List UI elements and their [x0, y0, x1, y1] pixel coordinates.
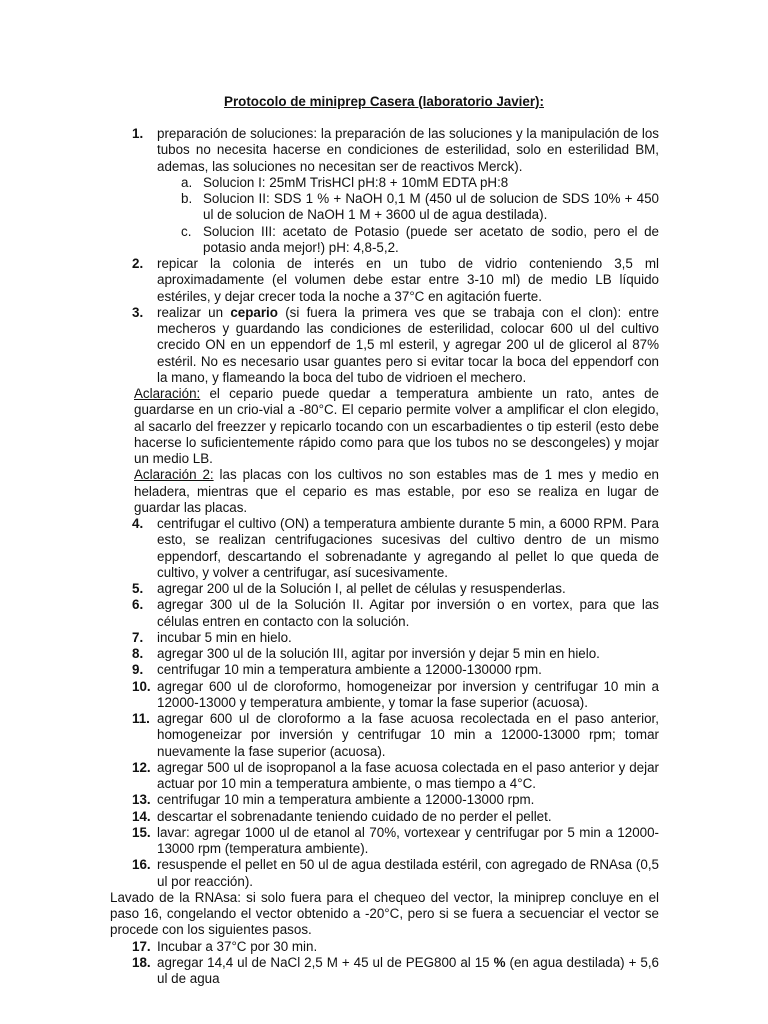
step-2	[132, 256, 659, 305]
step-text: lavar: agregar 1000 ul de etanol al 70%, vortexear y centrifugar por 5 min a 12000-13000 rpm (temperatura ambiente).	[157, 824, 659, 856]
step-number: 3.	[132, 304, 144, 320]
step-15	[132, 824, 659, 858]
step-text: (si fuera la primera ves que se trabaja con el clon): entre mecheros y guardando las condiciones de esterilidad, colocar 600 ul del cultivo crecido ON en un eppendorf de 1,5 ml esteril, y agregar 200 ul de glicerol al 87% estéril. No es necesario usar guantes pero si evitar tocar la boca del eppendorf con la mano, y flameando la boca del tubo de vidrioen el mechero.	[157, 304, 659, 385]
step-text: centrifugar 10 min a temperatura ambiente a 12000-130000 rpm.	[157, 662, 542, 678]
substep-letter: a.	[181, 174, 193, 190]
step-number: 12.	[132, 759, 151, 775]
step-5	[132, 581, 659, 597]
step-number: 4.	[132, 516, 144, 531]
step-text: agregar 500 ul de isopropanol a la fase acuosa colectada en el paso anterior y dejar actuar por 10 min a temperatura ambiente, o mas tiempo a 4°C.	[157, 759, 659, 791]
step-text: (en agua destilada) + 5,6 ul de agua	[157, 954, 659, 986]
step-number: 10.	[132, 678, 151, 694]
step-number: 1.	[132, 126, 144, 141]
step-1c	[181, 223, 659, 257]
step-number: 18.	[132, 954, 151, 970]
step-12	[132, 759, 659, 793]
step-16	[132, 857, 659, 890]
step-number: 17.	[132, 938, 151, 954]
step-text: agregar 14,4 ul de NaCl 2,5 M + 45 ul de PEG800 al 15	[157, 954, 494, 970]
step-text: centrifugar el cultivo (ON) a temperatura ambiente durante 5 min, a 6000 RPM. Para esto, se realizan centrifugaciones sucesivas del cultivo dentro de un mismo eppendorf, descartando el sobrenadante y agregando al pellet lo que queda de cultivo, y volver a centrifugar, así sucesivamente.	[157, 516, 659, 580]
step-text: realizar un	[157, 304, 231, 320]
step-text: Incubar a 37°C por 30 min.	[157, 938, 318, 954]
step-number: 16.	[132, 857, 151, 873]
rnasa-paragraph: Lavado de la RNAsa: si solo fuera para el chequeo del vector, la miniprep concluye en el paso 16, congelando el vector obtenido a -20°C, pero si se fuera a secuenciar el vector se procede con los siguientes pasos.	[110, 889, 659, 938]
step-17	[132, 938, 659, 955]
note-aclaracion	[134, 386, 659, 467]
step-text: agregar 300 ul de la solución III, agitar por inversión y dejar 5 min en hielo.	[157, 646, 600, 661]
substep-letter: c.	[181, 223, 192, 239]
step-number: 11.	[132, 711, 150, 726]
document-title: Protocolo de miniprep Casera (laboratorio Javier):	[224, 94, 544, 109]
step-1a	[181, 174, 659, 191]
step-1b	[181, 191, 659, 224]
note-text: las placas con los cultivos no son estables mas de 1 mes y medio en heladera, mientras que el cepario es mas estable, por eso se realiza en lugar de guardar las placas.	[134, 467, 659, 515]
step-7	[132, 629, 659, 646]
step-number: 5.	[132, 581, 144, 596]
step-text: agregar 600 ul de cloroformo, homogeneizar por inversion y centrifugar 10 min a 12000-13000 y temperatura ambiente, y tomar la fase superior (acuosa).	[157, 678, 659, 710]
note-text: el cepario puede quedar a temperatura ambiente un rato, antes de guardarse en un crio-vial a -80°C. El cepario permite volver a amplificar el clon elegido, al sacarlo del freezzer y repicarlo tocando con un escarbadientes o tip esteril (esto debe hacerse lo suficientemente rápido como para que los tubos no se descongeles) y mojar un medio LB.	[134, 386, 659, 466]
note-label: Aclaración:	[134, 386, 201, 401]
step-number: 15.	[132, 824, 151, 840]
step-number: 7.	[132, 629, 144, 645]
step-14	[132, 808, 659, 825]
step-4	[132, 516, 659, 581]
step-text: centrifugar 10 min a temperatura ambiente a 12000-13000 rpm.	[157, 792, 535, 808]
step-text: agregar 600 ul de cloroformo a la fase acuosa recolectada en el paso anterior, homogeneizar por inversión y centrifugar 10 min a 12000-13000 rpm; tomar nuevamente la fase superior (acuosa).	[157, 711, 659, 759]
step-9	[132, 662, 659, 678]
step-text: repicar la colonia de interés en un tubo de vidrio conteniendo 3,5 ml aproximadamente (el volumen debe estar entre 3-10 ml) de medio LB líquido estériles, y dejar crecer toda la noche a 37°C en agitación fuerte.	[157, 256, 659, 304]
step-number: 2.	[132, 256, 144, 271]
step-3	[132, 304, 659, 386]
step-13	[132, 792, 659, 808]
step-6	[132, 597, 659, 630]
step-8	[132, 646, 659, 662]
step-number: 13.	[132, 792, 151, 808]
step-number: 8.	[132, 646, 144, 661]
substep-text: Solucion I: 25mM TrisHCl pH:8 + 10mM EDTA pH:8	[203, 174, 509, 190]
step-number: 14.	[132, 808, 151, 824]
note-aclaracion-2	[134, 467, 659, 516]
substep-letter: b.	[181, 191, 193, 206]
step-text: agregar 300 ul de la Solución II. Agitar por inversión o en vortex, para que las células entren en contacto con la solución.	[157, 597, 659, 629]
step-1	[132, 126, 659, 175]
step-number: 9.	[132, 662, 144, 678]
step-text: agregar 200 ul de la Solución I, al pellet de células y resuspenderlas.	[157, 581, 566, 596]
step-10	[132, 678, 659, 712]
step-text: preparación de soluciones: la preparación de las soluciones y la manipulación de los tubos no necesita hacerse en condiciones de esterilidad, solo en esterilidad BM, ademas, las soluciones no necesitan ser de reactivos Merck).	[157, 126, 659, 174]
note-label: Aclaración 2:	[134, 467, 214, 483]
substep-text: Solucion III: acetato de Potasio (puede ser acetato de sodio, pero el de potasio anda mejor!) pH: 4,8-5,2.	[203, 223, 659, 255]
step-11	[132, 711, 659, 760]
step-number: 6.	[132, 597, 144, 613]
step-text: descartar el sobrenadante teniendo cuidado de no perder el pellet.	[157, 808, 552, 824]
step-text: resuspende el pellet en 50 ul de agua destilada estéril, con agregado de RNAsa (0,5 ul por reacción).	[157, 857, 659, 889]
protocol-body	[0, 126, 768, 987]
step-text: incubar 5 min en hielo.	[157, 629, 292, 645]
step-text-bold: %	[493, 954, 506, 970]
step-18	[132, 954, 659, 988]
substep-text: Solucion II: SDS 1 % + NaOH 0,1 M (450 ul de solucion de SDS 10% + 450 ul de solucion de NaOH 1 M + 3600 ul de agua destilada).	[203, 191, 659, 223]
step-text-bold: cepario	[230, 304, 278, 320]
